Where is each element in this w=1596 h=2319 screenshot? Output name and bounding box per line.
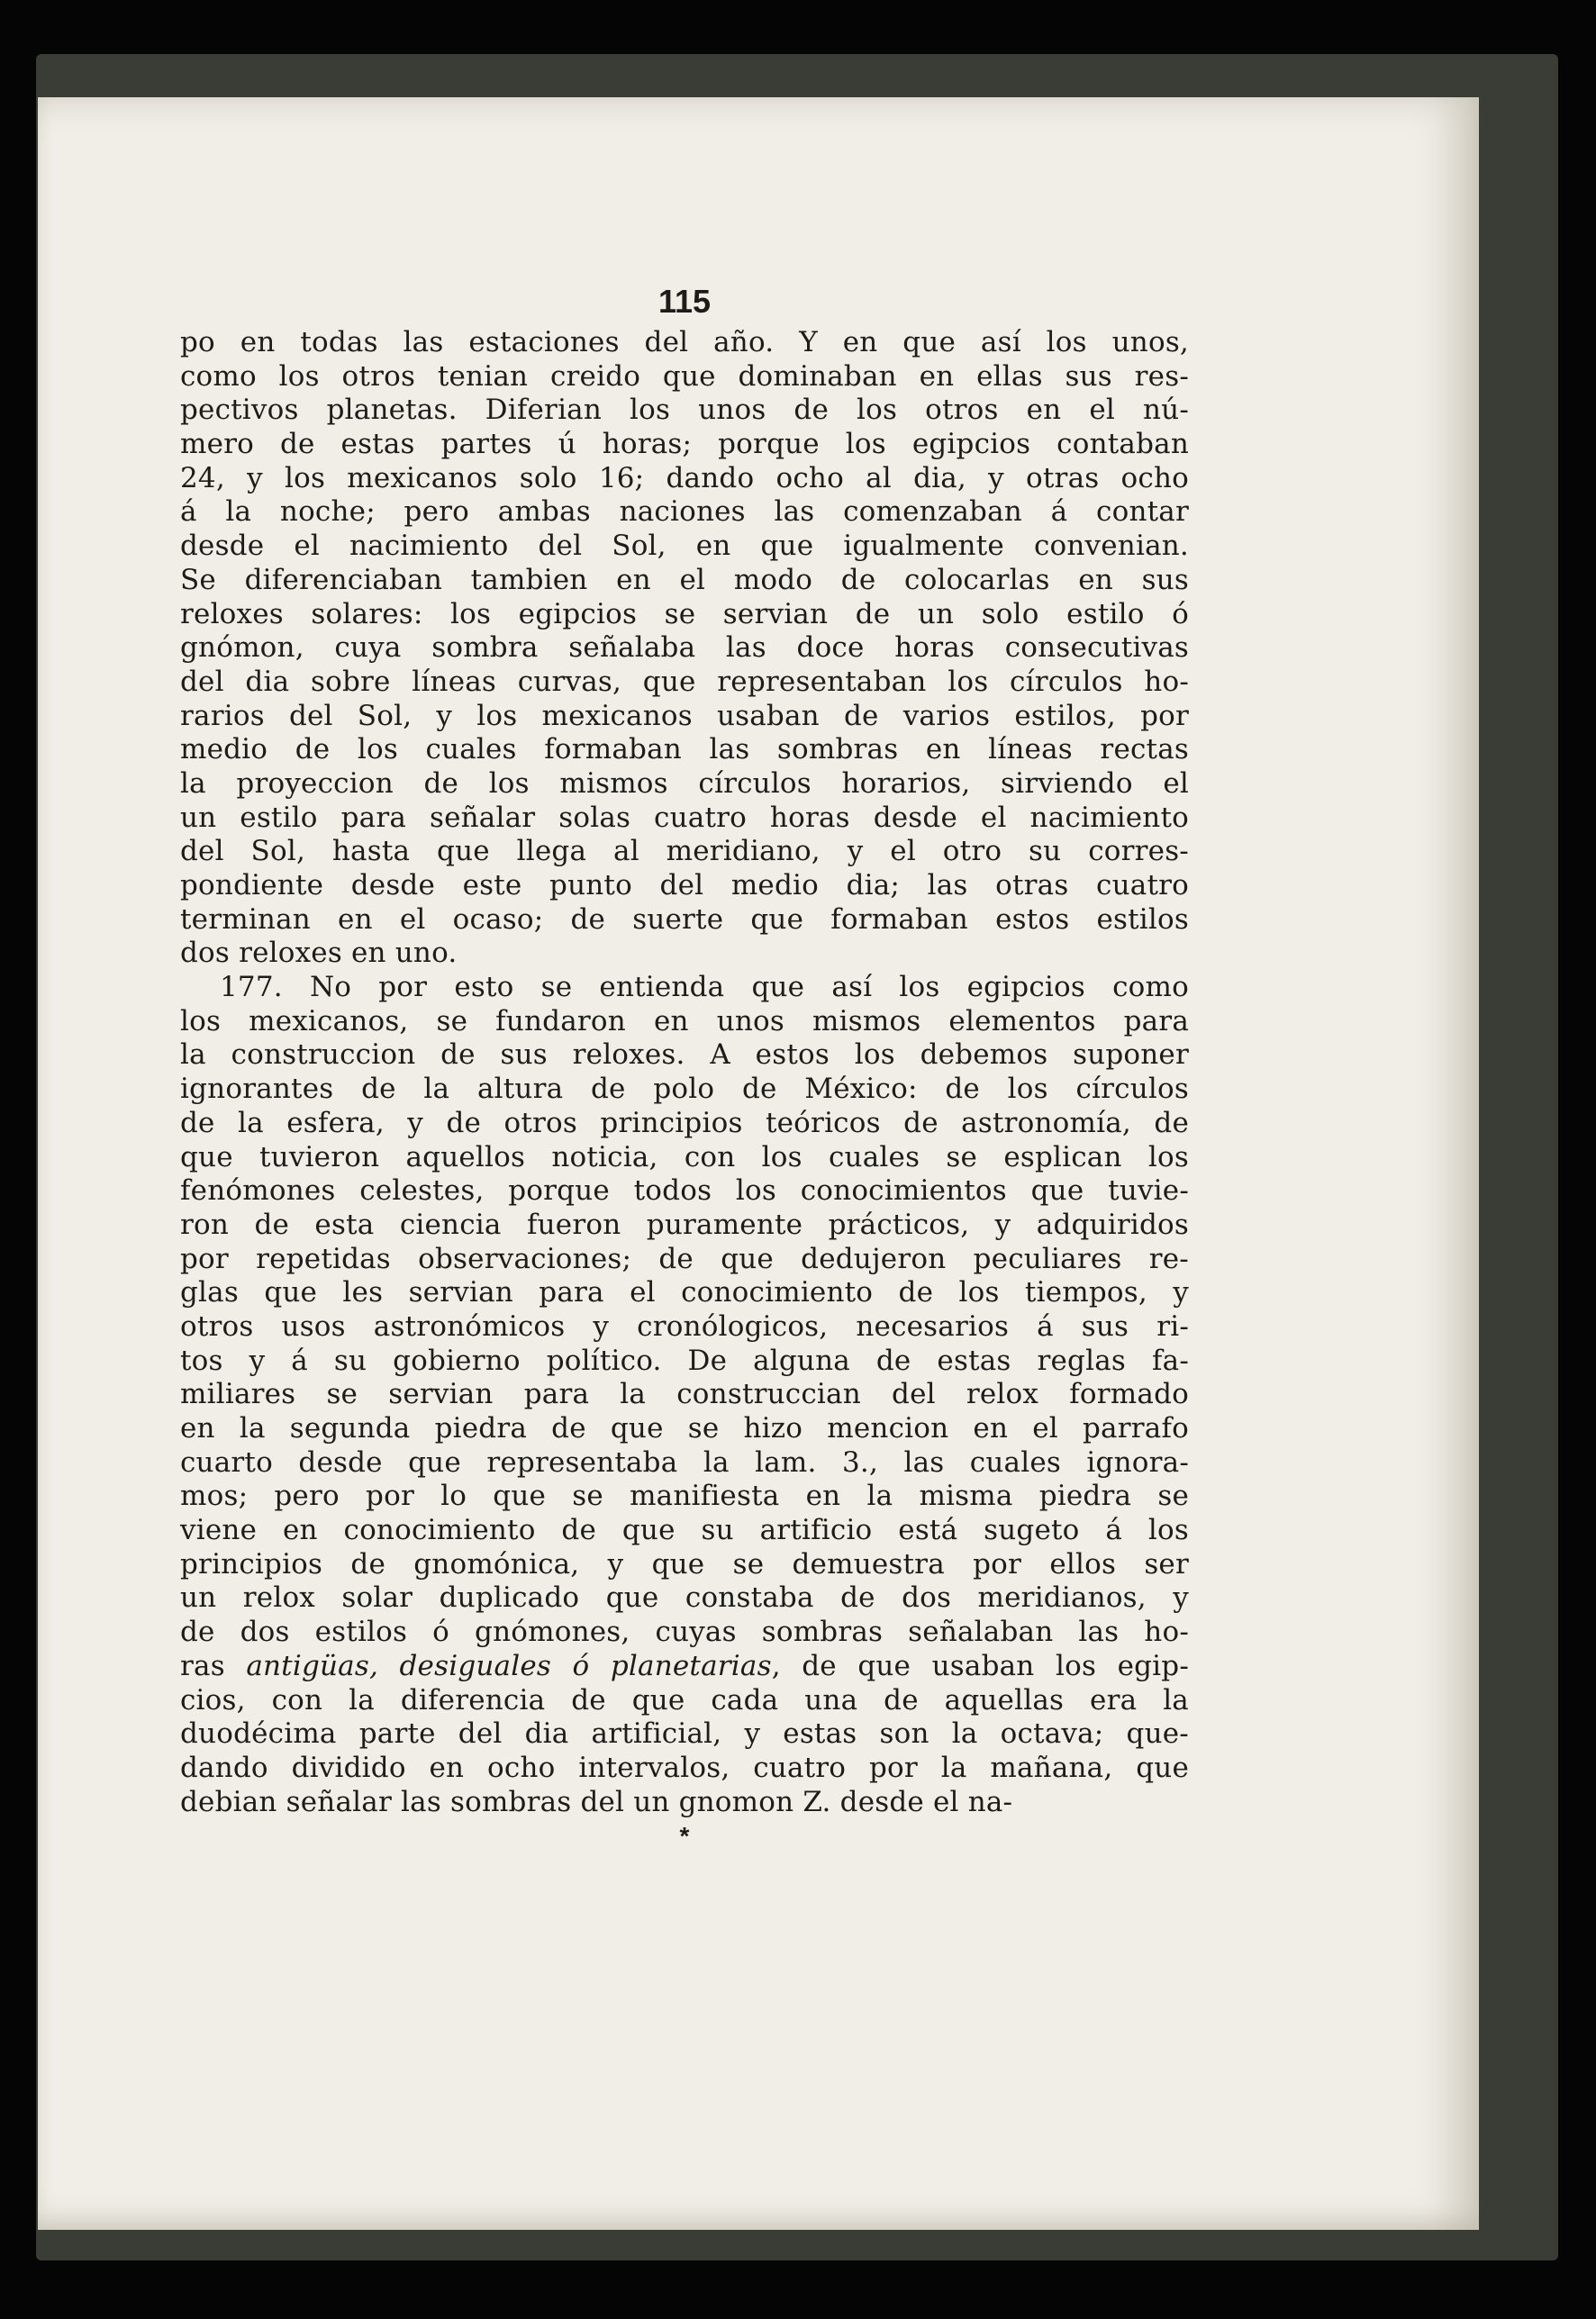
- text-line: cuarto desde que representaba la lam. 3., las cuales ignora-: [180, 1445, 1189, 1479]
- text-line: medio de los cuales formaban las sombras en líneas rectas: [180, 733, 1189, 766]
- text-line: ras antigüas, desiguales ó planetarias, de que usaban los egip-: [180, 1649, 1189, 1682]
- text-line: de dos estilos ó gnómones, cuyas sombras señalaban las ho-: [180, 1616, 1189, 1649]
- text-line: un relox solar duplicado que constaba de dos meridianos, y: [180, 1581, 1189, 1615]
- text-line: otros usos astronómicos y cronólogicos, necesarios á sus ri-: [180, 1309, 1189, 1343]
- text-line: mos; pero por lo que se manifiesta en la misma piedra se: [180, 1480, 1189, 1513]
- text-line: viene en conocimiento de que su artificio está sugeto á los: [180, 1514, 1189, 1547]
- text-line: ignorantes de la altura de polo de México: de los círculos: [180, 1073, 1189, 1106]
- text-line: 24, y los mexicanos solo 16; dando ocho al dia, y otras ocho: [180, 461, 1189, 494]
- text-line: miliares se servian para la construccian del relox formado: [180, 1378, 1189, 1411]
- text-line: un estilo para señalar solas cuatro horas desde el nacimiento: [180, 801, 1189, 834]
- text-line: principios de gnomónica, y que se demuestra por ellos ser: [180, 1547, 1189, 1581]
- text-line: terminan en el ocaso; de suerte que formaban estos estilos: [180, 902, 1189, 936]
- text-block: [180, 279, 1189, 1852]
- text-line: por repetidas observaciones; de que dedujeron peculiares re-: [180, 1242, 1189, 1275]
- text-line: glas que les servian para el conocimiento de los tiempos, y: [180, 1276, 1189, 1309]
- text-line: del dia sobre líneas curvas, que representaban los círculos ho-: [180, 665, 1189, 698]
- text-line: debian señalar las sombras del un gnomon Z. desde el na-: [180, 1785, 1013, 1818]
- text-line: gnómon, cuya sombra señalaba las doce horas consecutivas: [180, 631, 1189, 665]
- italic-phrase: antigüas, desiguales ó planetarias: [246, 1649, 772, 1682]
- text-line: pectivos planetas. Diferian los unos de los otros en el nú-: [180, 394, 1189, 427]
- text-line: mero de estas partes ú horas; porque los egipcios contaban: [180, 428, 1189, 461]
- text-line: duodécima parte del dia artificial, y estas son la octava; que-: [180, 1717, 1189, 1751]
- text-line: 177. No por esto se entienda que así los egipcios como: [220, 971, 1189, 1004]
- text-line: como los otros tenian creido que dominaban en ellas sus res-: [180, 359, 1189, 393]
- text-line: reloxes solares: los egipcios se servian de un solo estilo ó: [180, 597, 1189, 630]
- signature-mark: *: [679, 1822, 690, 1851]
- text-line: que tuvieron aquellos noticia, con los cuales se esplican los: [180, 1140, 1189, 1173]
- text-line: fenómones celestes, porque todos los conocimientos que tuvie-: [180, 1174, 1189, 1208]
- text-line: desde el nacimiento del Sol, en que igualmente convenian.: [180, 530, 1189, 563]
- text-line: del Sol, hasta que llega al meridiano, y el otro su corres-: [180, 835, 1189, 868]
- text-line: los mexicanos, se fundaron en unos mismos elementos para: [180, 1004, 1189, 1037]
- text-line: rarios del Sol, y los mexicanos usaban de varios estilos, por: [180, 699, 1189, 732]
- text-line: tos y á su gobierno político. De alguna de estas reglas fa-: [180, 1344, 1189, 1377]
- text-line: pondiente desde este punto del medio dia; las otras cuatro: [180, 869, 1189, 901]
- text-line: cios, con la diferencia de que cada una de aquellas era la: [180, 1683, 1189, 1717]
- body-text: [180, 326, 1189, 1819]
- page-number: 115: [657, 283, 712, 320]
- text-line: de la esfera, y de otros principios teóricos de astronomía, de: [180, 1106, 1189, 1139]
- text-line: Se diferenciaban tambien en el modo de colocarlas en sus: [180, 563, 1189, 596]
- text-line: la construccion de sus reloxes. A estos los debemos suponer: [180, 1038, 1189, 1072]
- text-line: en la segunda piedra de que se hizo mencion en el parrafo: [180, 1412, 1189, 1445]
- text-line: po en todas las estaciones del año. Y en que así los unos,: [180, 326, 1189, 358]
- text-line: á la noche; pero ambas naciones las comenzaban á contar: [180, 495, 1189, 529]
- text-line: dando dividido en ocho intervalos, cuatro por la mañana, que: [180, 1751, 1189, 1784]
- text-line: ron de esta ciencia fueron puramente prácticos, y adquiridos: [180, 1208, 1189, 1241]
- text-line: la proyeccion de los mismos círculos horarios, sirviendo el: [180, 766, 1189, 800]
- text-line: dos reloxes en uno.: [180, 937, 458, 970]
